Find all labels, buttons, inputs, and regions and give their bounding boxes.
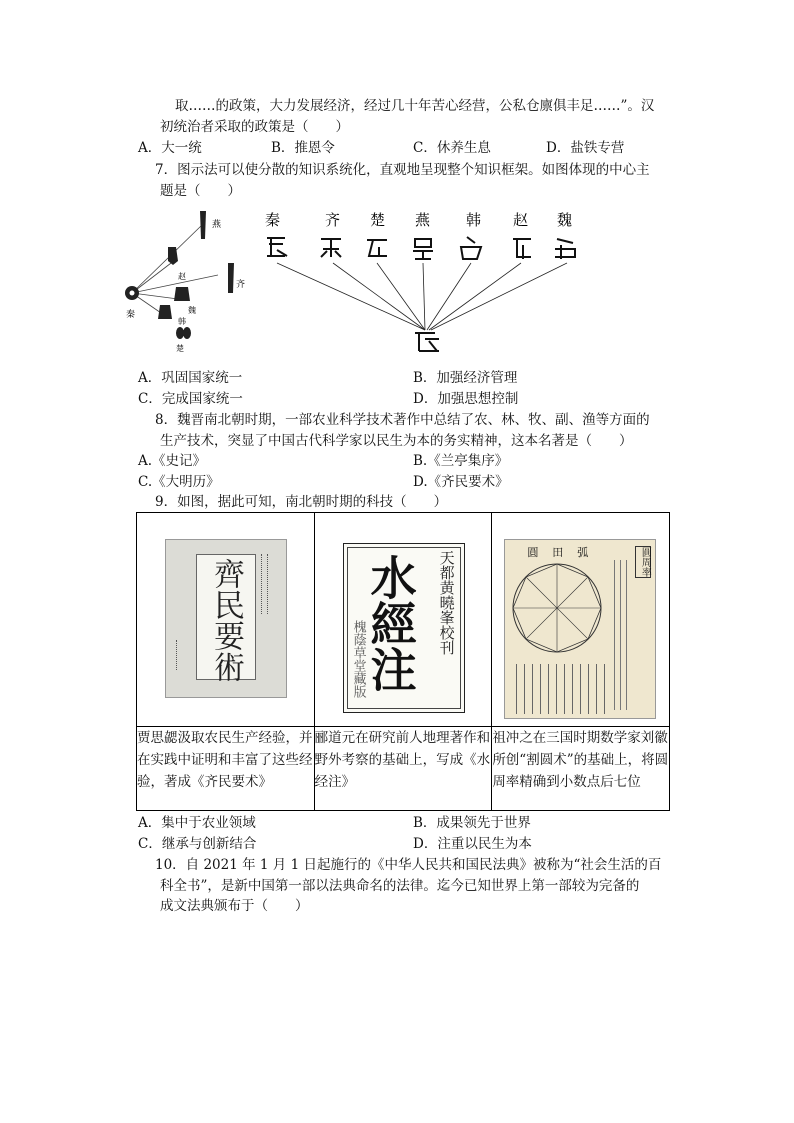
ma-glyph-set	[267, 237, 575, 351]
state-qi: 齐	[325, 211, 341, 229]
q8-option-d[interactable]: D.《齐民要术》	[413, 474, 509, 490]
wei-spade-coin-icon	[174, 287, 190, 301]
qimin-yaoshu-cover-image	[165, 539, 287, 698]
map-label-han: 韩	[178, 317, 186, 326]
cutting-circle-icon	[507, 558, 607, 658]
state-qin: 秦	[265, 211, 281, 229]
q7-option-d[interactable]: D．加强思想控制	[413, 391, 519, 407]
q9-option-b[interactable]: B．成果领先于世界	[413, 815, 531, 831]
q9-image-cell-2	[314, 513, 492, 727]
q6-line2: 初统治者采取的政策是（ ）	[160, 119, 349, 135]
q9-caption-1: 贾思勰汲取农民生产经验，并在实践中证明和丰富了这些经验，著成《齐民要术》	[137, 727, 315, 811]
q9-option-a[interactable]: A．集中于农业领域	[138, 815, 256, 831]
state-chu: 楚	[370, 211, 386, 229]
yan-knife-coin-icon	[200, 211, 206, 239]
q8-option-a[interactable]: A.《史记》	[138, 453, 207, 469]
q9-caption-3: 祖冲之在三国时期数学家刘徽所创“割圆术”的基础上，将圆周率精确到小数点后七位	[492, 727, 670, 811]
q10-line1: 10．自 2021 年 1 月 1 日起施行的《中华人民共和国民法典》被称为“社会生活的百	[155, 857, 662, 873]
book1-title: 齊民要術	[208, 558, 244, 682]
chu-ant-nose-coin-icon	[176, 327, 184, 339]
book2-side-text: 天都黄曉峯校刊	[437, 550, 456, 655]
q6-line1: 取……的政策，大力发展经济，经过几十年苦心经营，公私仓廪俱丰足……”。汉	[175, 98, 655, 114]
q9-stem: 9．如图，据此可知，南北朝时期的科技（ ）	[155, 494, 448, 510]
coin-map-figure	[120, 205, 255, 360]
q9-option-c[interactable]: C．继承与创新结合	[138, 836, 257, 852]
state-yan: 燕	[415, 211, 431, 229]
map-label-qin: 秦	[126, 310, 136, 320]
q8-line1: 8．魏晋南北朝时期，一部农业科学技术著作中总结了农、林、牧、副、渔等方面的	[155, 412, 650, 428]
q10-line3: 成文法典颁布于（ ）	[160, 898, 309, 914]
q9-image-cell-3	[492, 513, 670, 727]
book2-side-text-2: 槐蔭草堂藏版	[350, 620, 366, 698]
map-label-wei: 魏	[188, 306, 196, 315]
q9-image-cell-1	[137, 513, 315, 727]
q6-option-c[interactable]: C．休养生息	[413, 140, 491, 156]
q7-option-c[interactable]: C．完成国家统一	[138, 391, 243, 407]
han-spade-coin-icon	[158, 305, 172, 319]
map-label-yan: 燕	[212, 220, 222, 230]
state-han: 韩	[466, 211, 482, 229]
map-label-zhao: 赵	[178, 272, 186, 281]
circle-ratio-page-image	[504, 539, 656, 719]
q7-option-a[interactable]: A．巩固国家统一	[138, 370, 243, 386]
state-zhao: 赵	[513, 211, 529, 229]
book3-side-header: 圓周率	[635, 546, 651, 578]
q7-line1: 7．图示法可以使分散的知识系统化，直观地呈现整个知识框架。如图体现的中心主	[155, 162, 650, 178]
q6-option-b[interactable]: B．推恩令	[271, 140, 335, 156]
q9-option-d[interactable]: D．注重以民生为本	[413, 836, 532, 852]
book2-title: 水經注	[363, 554, 418, 692]
map-label-qi: 齐	[236, 280, 246, 290]
shuijing-zhu-cover-image	[343, 543, 465, 713]
q10-line2: 科全书”，是新中国第一部以法典命名的法律。迄今已知世界上第一部较为完备的	[160, 878, 640, 894]
state-wei: 魏	[557, 211, 573, 229]
q6-option-a[interactable]: A．大一统	[138, 140, 202, 156]
q7-option-b[interactable]: B．加强经济管理	[413, 370, 518, 386]
map-label-chu: 楚	[176, 344, 184, 353]
q6-option-d[interactable]: D．盐铁专营	[546, 140, 625, 156]
q8-line2: 生产技术，突显了中国古代科学家以民生为本的务实精神，这本名著是（ ）	[160, 433, 633, 449]
q8-option-b[interactable]: B.《兰亭集序》	[413, 453, 509, 469]
script-unification-diagram	[255, 205, 595, 360]
q9-table	[136, 512, 670, 811]
q9-caption-2: 郦道元在研究前人地理著作和野外考察的基础上，写成《水经注》	[314, 727, 492, 811]
qi-knife-coin-icon	[228, 263, 234, 293]
q7-line2: 题是（ ）	[160, 183, 241, 199]
q8-option-c[interactable]: C.《大明历》	[138, 474, 220, 490]
book3-header: 圓田弧	[527, 546, 603, 559]
